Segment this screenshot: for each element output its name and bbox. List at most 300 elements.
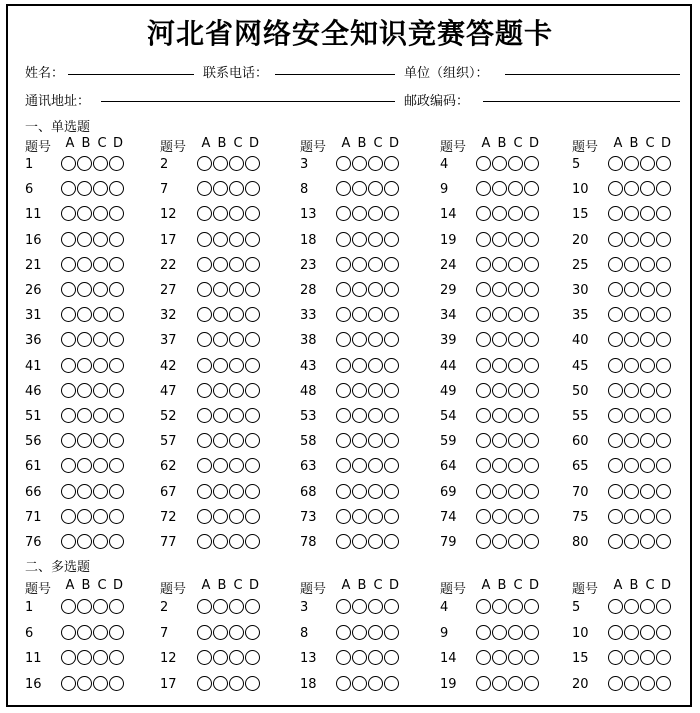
answer-bubble-d[interactable] — [109, 484, 124, 499]
answer-bubble-c[interactable] — [229, 282, 244, 297]
answer-bubble-a[interactable] — [336, 383, 351, 398]
answer-bubble-b[interactable] — [492, 650, 507, 665]
answer-bubble-b[interactable] — [213, 232, 228, 247]
answer-bubble-b[interactable] — [213, 383, 228, 398]
answer-bubble-d[interactable] — [524, 282, 539, 297]
answer-bubble-d[interactable] — [656, 282, 671, 297]
answer-bubble-c[interactable] — [640, 509, 655, 524]
answer-bubble-c[interactable] — [368, 206, 383, 221]
answer-bubble-b[interactable] — [213, 433, 228, 448]
answer-bubble-c[interactable] — [640, 232, 655, 247]
answer-bubble-c[interactable] — [640, 484, 655, 499]
answer-bubble-a[interactable] — [197, 156, 212, 171]
answer-bubble-d[interactable] — [245, 625, 260, 640]
answer-bubble-c[interactable] — [93, 625, 108, 640]
answer-bubble-c[interactable] — [229, 509, 244, 524]
answer-bubble-b[interactable] — [492, 181, 507, 196]
answer-bubble-a[interactable] — [336, 599, 351, 614]
answer-bubble-c[interactable] — [229, 625, 244, 640]
answer-bubble-c[interactable] — [368, 408, 383, 423]
answer-bubble-b[interactable] — [213, 484, 228, 499]
answer-bubble-a[interactable] — [476, 206, 491, 221]
answer-bubble-b[interactable] — [352, 307, 367, 322]
answer-bubble-c[interactable] — [508, 534, 523, 549]
answer-bubble-a[interactable] — [476, 307, 491, 322]
answer-bubble-b[interactable] — [77, 676, 92, 691]
answer-bubble-b[interactable] — [213, 509, 228, 524]
answer-bubble-a[interactable] — [61, 433, 76, 448]
answer-bubble-c[interactable] — [368, 332, 383, 347]
answer-bubble-c[interactable] — [508, 625, 523, 640]
answer-bubble-a[interactable] — [336, 676, 351, 691]
answer-bubble-b[interactable] — [77, 534, 92, 549]
answer-bubble-c[interactable] — [229, 408, 244, 423]
answer-bubble-c[interactable] — [368, 282, 383, 297]
answer-bubble-a[interactable] — [61, 181, 76, 196]
answer-bubble-b[interactable] — [352, 599, 367, 614]
answer-bubble-a[interactable] — [608, 282, 623, 297]
answer-bubble-b[interactable] — [352, 257, 367, 272]
answer-bubble-b[interactable] — [624, 484, 639, 499]
answer-bubble-b[interactable] — [492, 156, 507, 171]
answer-bubble-a[interactable] — [197, 676, 212, 691]
answer-bubble-a[interactable] — [608, 650, 623, 665]
answer-bubble-a[interactable] — [476, 282, 491, 297]
answer-bubble-a[interactable] — [197, 408, 212, 423]
answer-bubble-d[interactable] — [384, 181, 399, 196]
answer-bubble-a[interactable] — [336, 156, 351, 171]
answer-bubble-c[interactable] — [640, 650, 655, 665]
answer-bubble-a[interactable] — [608, 458, 623, 473]
answer-bubble-c[interactable] — [640, 433, 655, 448]
answer-bubble-b[interactable] — [624, 206, 639, 221]
answer-bubble-c[interactable] — [508, 156, 523, 171]
answer-bubble-d[interactable] — [384, 650, 399, 665]
answer-bubble-d[interactable] — [524, 509, 539, 524]
answer-bubble-b[interactable] — [352, 433, 367, 448]
answer-bubble-c[interactable] — [368, 509, 383, 524]
answer-bubble-d[interactable] — [524, 534, 539, 549]
answer-bubble-b[interactable] — [352, 383, 367, 398]
answer-bubble-c[interactable] — [93, 534, 108, 549]
answer-bubble-b[interactable] — [352, 625, 367, 640]
answer-bubble-b[interactable] — [77, 433, 92, 448]
answer-bubble-c[interactable] — [508, 433, 523, 448]
answer-bubble-c[interactable] — [508, 383, 523, 398]
answer-bubble-a[interactable] — [476, 534, 491, 549]
answer-bubble-a[interactable] — [608, 676, 623, 691]
answer-bubble-a[interactable] — [476, 181, 491, 196]
answer-bubble-c[interactable] — [508, 408, 523, 423]
answer-bubble-d[interactable] — [245, 599, 260, 614]
answer-bubble-a[interactable] — [476, 625, 491, 640]
answer-bubble-b[interactable] — [77, 206, 92, 221]
answer-bubble-a[interactable] — [61, 156, 76, 171]
answer-bubble-b[interactable] — [352, 156, 367, 171]
answer-bubble-b[interactable] — [213, 206, 228, 221]
answer-bubble-c[interactable] — [93, 232, 108, 247]
answer-bubble-c[interactable] — [368, 599, 383, 614]
answer-bubble-c[interactable] — [93, 257, 108, 272]
answer-bubble-d[interactable] — [524, 307, 539, 322]
answer-bubble-c[interactable] — [368, 650, 383, 665]
answer-bubble-b[interactable] — [492, 358, 507, 373]
answer-bubble-a[interactable] — [336, 509, 351, 524]
answer-bubble-c[interactable] — [229, 181, 244, 196]
answer-bubble-a[interactable] — [197, 650, 212, 665]
answer-bubble-b[interactable] — [624, 232, 639, 247]
answer-bubble-c[interactable] — [229, 383, 244, 398]
answer-bubble-a[interactable] — [197, 332, 212, 347]
answer-bubble-c[interactable] — [640, 458, 655, 473]
answer-bubble-a[interactable] — [608, 307, 623, 322]
answer-bubble-a[interactable] — [61, 650, 76, 665]
answer-bubble-d[interactable] — [384, 156, 399, 171]
answer-bubble-c[interactable] — [368, 156, 383, 171]
answer-bubble-d[interactable] — [109, 509, 124, 524]
answer-bubble-c[interactable] — [640, 156, 655, 171]
answer-bubble-a[interactable] — [476, 458, 491, 473]
answer-bubble-b[interactable] — [492, 458, 507, 473]
answer-bubble-b[interactable] — [492, 232, 507, 247]
answer-bubble-c[interactable] — [368, 358, 383, 373]
answer-bubble-c[interactable] — [229, 484, 244, 499]
answer-bubble-a[interactable] — [197, 232, 212, 247]
answer-bubble-b[interactable] — [77, 509, 92, 524]
answer-bubble-b[interactable] — [624, 181, 639, 196]
answer-bubble-c[interactable] — [508, 358, 523, 373]
answer-bubble-a[interactable] — [61, 383, 76, 398]
answer-bubble-d[interactable] — [656, 484, 671, 499]
answer-bubble-d[interactable] — [109, 181, 124, 196]
answer-bubble-a[interactable] — [476, 408, 491, 423]
answer-bubble-a[interactable] — [61, 625, 76, 640]
answer-bubble-a[interactable] — [476, 156, 491, 171]
answer-bubble-b[interactable] — [624, 307, 639, 322]
answer-bubble-a[interactable] — [61, 599, 76, 614]
answer-bubble-a[interactable] — [476, 332, 491, 347]
answer-bubble-c[interactable] — [368, 433, 383, 448]
answer-bubble-d[interactable] — [656, 650, 671, 665]
answer-bubble-d[interactable] — [109, 307, 124, 322]
answer-bubble-d[interactable] — [245, 307, 260, 322]
answer-bubble-a[interactable] — [197, 458, 212, 473]
answer-bubble-b[interactable] — [624, 282, 639, 297]
answer-bubble-b[interactable] — [77, 156, 92, 171]
answer-bubble-c[interactable] — [93, 307, 108, 322]
answer-bubble-b[interactable] — [624, 458, 639, 473]
answer-bubble-a[interactable] — [476, 358, 491, 373]
answer-bubble-d[interactable] — [524, 232, 539, 247]
answer-bubble-d[interactable] — [524, 676, 539, 691]
answer-bubble-a[interactable] — [608, 232, 623, 247]
answer-bubble-d[interactable] — [245, 509, 260, 524]
answer-bubble-d[interactable] — [656, 332, 671, 347]
answer-bubble-b[interactable] — [624, 257, 639, 272]
answer-bubble-c[interactable] — [93, 408, 108, 423]
answer-bubble-d[interactable] — [656, 206, 671, 221]
answer-bubble-a[interactable] — [608, 534, 623, 549]
answer-bubble-d[interactable] — [109, 433, 124, 448]
answer-bubble-b[interactable] — [624, 332, 639, 347]
answer-bubble-a[interactable] — [476, 433, 491, 448]
answer-bubble-a[interactable] — [608, 484, 623, 499]
answer-bubble-c[interactable] — [508, 676, 523, 691]
answer-bubble-a[interactable] — [197, 282, 212, 297]
answer-bubble-d[interactable] — [524, 484, 539, 499]
answer-bubble-d[interactable] — [109, 282, 124, 297]
answer-bubble-b[interactable] — [77, 625, 92, 640]
answer-bubble-d[interactable] — [384, 282, 399, 297]
answer-bubble-d[interactable] — [109, 458, 124, 473]
answer-bubble-b[interactable] — [492, 509, 507, 524]
answer-bubble-d[interactable] — [109, 599, 124, 614]
answer-bubble-d[interactable] — [109, 383, 124, 398]
answer-bubble-a[interactable] — [197, 383, 212, 398]
answer-bubble-a[interactable] — [336, 458, 351, 473]
address-field[interactable] — [101, 101, 395, 102]
answer-bubble-a[interactable] — [197, 625, 212, 640]
answer-bubble-a[interactable] — [608, 257, 623, 272]
answer-bubble-b[interactable] — [492, 534, 507, 549]
answer-bubble-b[interactable] — [213, 307, 228, 322]
answer-bubble-d[interactable] — [245, 383, 260, 398]
answer-bubble-c[interactable] — [640, 332, 655, 347]
answer-bubble-c[interactable] — [229, 534, 244, 549]
answer-bubble-d[interactable] — [524, 599, 539, 614]
answer-bubble-d[interactable] — [384, 484, 399, 499]
answer-bubble-a[interactable] — [61, 332, 76, 347]
answer-bubble-c[interactable] — [508, 307, 523, 322]
answer-bubble-c[interactable] — [368, 676, 383, 691]
answer-bubble-c[interactable] — [229, 599, 244, 614]
answer-bubble-b[interactable] — [624, 676, 639, 691]
answer-bubble-d[interactable] — [384, 257, 399, 272]
answer-bubble-a[interactable] — [336, 282, 351, 297]
answer-bubble-d[interactable] — [245, 650, 260, 665]
answer-bubble-b[interactable] — [77, 181, 92, 196]
answer-bubble-a[interactable] — [336, 408, 351, 423]
answer-bubble-c[interactable] — [508, 181, 523, 196]
answer-bubble-b[interactable] — [77, 332, 92, 347]
answer-bubble-d[interactable] — [384, 358, 399, 373]
answer-bubble-a[interactable] — [197, 509, 212, 524]
answer-bubble-b[interactable] — [624, 156, 639, 171]
answer-bubble-b[interactable] — [213, 650, 228, 665]
answer-bubble-b[interactable] — [624, 383, 639, 398]
answer-bubble-d[interactable] — [245, 433, 260, 448]
answer-bubble-d[interactable] — [524, 206, 539, 221]
answer-bubble-a[interactable] — [476, 383, 491, 398]
answer-bubble-c[interactable] — [508, 232, 523, 247]
answer-bubble-c[interactable] — [508, 206, 523, 221]
answer-bubble-c[interactable] — [508, 599, 523, 614]
answer-bubble-b[interactable] — [352, 650, 367, 665]
answer-bubble-c[interactable] — [640, 676, 655, 691]
answer-bubble-d[interactable] — [109, 625, 124, 640]
answer-bubble-c[interactable] — [93, 206, 108, 221]
answer-bubble-d[interactable] — [109, 232, 124, 247]
answer-bubble-d[interactable] — [109, 358, 124, 373]
answer-bubble-b[interactable] — [213, 408, 228, 423]
answer-bubble-d[interactable] — [656, 408, 671, 423]
answer-bubble-d[interactable] — [109, 332, 124, 347]
answer-bubble-c[interactable] — [93, 676, 108, 691]
answer-bubble-d[interactable] — [109, 534, 124, 549]
answer-bubble-a[interactable] — [61, 509, 76, 524]
answer-bubble-d[interactable] — [524, 181, 539, 196]
answer-bubble-a[interactable] — [336, 206, 351, 221]
answer-bubble-b[interactable] — [492, 206, 507, 221]
answer-bubble-a[interactable] — [336, 232, 351, 247]
answer-bubble-b[interactable] — [352, 509, 367, 524]
answer-bubble-d[interactable] — [656, 534, 671, 549]
answer-bubble-b[interactable] — [77, 458, 92, 473]
answer-bubble-b[interactable] — [213, 599, 228, 614]
answer-bubble-d[interactable] — [656, 599, 671, 614]
answer-bubble-b[interactable] — [213, 458, 228, 473]
answer-bubble-b[interactable] — [624, 358, 639, 373]
answer-bubble-d[interactable] — [384, 383, 399, 398]
answer-bubble-c[interactable] — [508, 509, 523, 524]
answer-bubble-b[interactable] — [624, 534, 639, 549]
answer-bubble-d[interactable] — [245, 156, 260, 171]
answer-bubble-d[interactable] — [384, 599, 399, 614]
answer-bubble-a[interactable] — [336, 358, 351, 373]
answer-bubble-d[interactable] — [524, 156, 539, 171]
answer-bubble-b[interactable] — [492, 307, 507, 322]
answer-bubble-a[interactable] — [336, 332, 351, 347]
answer-bubble-c[interactable] — [93, 282, 108, 297]
answer-bubble-d[interactable] — [384, 408, 399, 423]
answer-bubble-d[interactable] — [524, 458, 539, 473]
answer-bubble-d[interactable] — [245, 458, 260, 473]
answer-bubble-a[interactable] — [476, 509, 491, 524]
answer-bubble-d[interactable] — [245, 358, 260, 373]
answer-bubble-a[interactable] — [476, 650, 491, 665]
answer-bubble-c[interactable] — [93, 383, 108, 398]
answer-bubble-a[interactable] — [608, 509, 623, 524]
answer-bubble-a[interactable] — [336, 484, 351, 499]
answer-bubble-b[interactable] — [352, 181, 367, 196]
answer-bubble-c[interactable] — [93, 599, 108, 614]
answer-bubble-b[interactable] — [492, 282, 507, 297]
answer-bubble-b[interactable] — [492, 408, 507, 423]
answer-bubble-b[interactable] — [213, 358, 228, 373]
answer-bubble-c[interactable] — [640, 206, 655, 221]
answer-bubble-a[interactable] — [197, 534, 212, 549]
answer-bubble-c[interactable] — [640, 358, 655, 373]
answer-bubble-c[interactable] — [229, 257, 244, 272]
answer-bubble-a[interactable] — [197, 206, 212, 221]
answer-bubble-a[interactable] — [61, 484, 76, 499]
answer-bubble-d[interactable] — [384, 206, 399, 221]
answer-bubble-b[interactable] — [492, 484, 507, 499]
answer-bubble-b[interactable] — [77, 383, 92, 398]
answer-bubble-b[interactable] — [77, 232, 92, 247]
answer-bubble-d[interactable] — [656, 509, 671, 524]
answer-bubble-a[interactable] — [476, 599, 491, 614]
answer-bubble-d[interactable] — [109, 650, 124, 665]
answer-bubble-c[interactable] — [368, 383, 383, 398]
answer-bubble-b[interactable] — [77, 650, 92, 665]
answer-bubble-d[interactable] — [656, 156, 671, 171]
answer-bubble-a[interactable] — [608, 433, 623, 448]
answer-bubble-d[interactable] — [384, 232, 399, 247]
answer-bubble-a[interactable] — [476, 676, 491, 691]
answer-bubble-a[interactable] — [336, 433, 351, 448]
answer-bubble-b[interactable] — [624, 509, 639, 524]
answer-bubble-a[interactable] — [197, 599, 212, 614]
answer-bubble-d[interactable] — [524, 650, 539, 665]
answer-bubble-b[interactable] — [213, 332, 228, 347]
answer-bubble-b[interactable] — [352, 458, 367, 473]
answer-bubble-d[interactable] — [245, 282, 260, 297]
answer-bubble-c[interactable] — [640, 408, 655, 423]
answer-bubble-d[interactable] — [245, 257, 260, 272]
answer-bubble-a[interactable] — [197, 433, 212, 448]
answer-bubble-d[interactable] — [524, 383, 539, 398]
answer-bubble-d[interactable] — [524, 332, 539, 347]
answer-bubble-b[interactable] — [624, 625, 639, 640]
answer-bubble-d[interactable] — [384, 433, 399, 448]
answer-bubble-d[interactable] — [245, 232, 260, 247]
answer-bubble-b[interactable] — [77, 408, 92, 423]
answer-bubble-a[interactable] — [608, 156, 623, 171]
answer-bubble-a[interactable] — [608, 599, 623, 614]
phone-field[interactable] — [275, 74, 395, 75]
answer-bubble-c[interactable] — [368, 484, 383, 499]
answer-bubble-d[interactable] — [245, 206, 260, 221]
answer-bubble-b[interactable] — [492, 332, 507, 347]
answer-bubble-c[interactable] — [93, 358, 108, 373]
answer-bubble-d[interactable] — [384, 509, 399, 524]
answer-bubble-c[interactable] — [368, 625, 383, 640]
answer-bubble-a[interactable] — [336, 257, 351, 272]
answer-bubble-b[interactable] — [352, 282, 367, 297]
answer-bubble-d[interactable] — [384, 534, 399, 549]
unit-field[interactable] — [505, 74, 680, 75]
answer-bubble-d[interactable] — [109, 156, 124, 171]
answer-bubble-d[interactable] — [656, 458, 671, 473]
answer-bubble-c[interactable] — [368, 232, 383, 247]
answer-bubble-b[interactable] — [213, 156, 228, 171]
answer-bubble-c[interactable] — [640, 181, 655, 196]
answer-bubble-c[interactable] — [229, 156, 244, 171]
answer-bubble-a[interactable] — [61, 676, 76, 691]
answer-bubble-b[interactable] — [624, 599, 639, 614]
answer-bubble-b[interactable] — [352, 206, 367, 221]
answer-bubble-a[interactable] — [608, 358, 623, 373]
answer-bubble-a[interactable] — [61, 408, 76, 423]
answer-bubble-a[interactable] — [608, 408, 623, 423]
answer-bubble-d[interactable] — [524, 257, 539, 272]
answer-bubble-d[interactable] — [245, 534, 260, 549]
answer-bubble-a[interactable] — [61, 358, 76, 373]
answer-bubble-c[interactable] — [93, 156, 108, 171]
answer-bubble-c[interactable] — [229, 433, 244, 448]
answer-bubble-a[interactable] — [476, 232, 491, 247]
answer-bubble-b[interactable] — [213, 181, 228, 196]
answer-bubble-c[interactable] — [229, 206, 244, 221]
answer-bubble-c[interactable] — [368, 181, 383, 196]
answer-bubble-a[interactable] — [336, 650, 351, 665]
answer-bubble-c[interactable] — [368, 534, 383, 549]
answer-bubble-a[interactable] — [197, 484, 212, 499]
answer-bubble-c[interactable] — [229, 307, 244, 322]
answer-bubble-c[interactable] — [229, 676, 244, 691]
answer-bubble-a[interactable] — [608, 332, 623, 347]
